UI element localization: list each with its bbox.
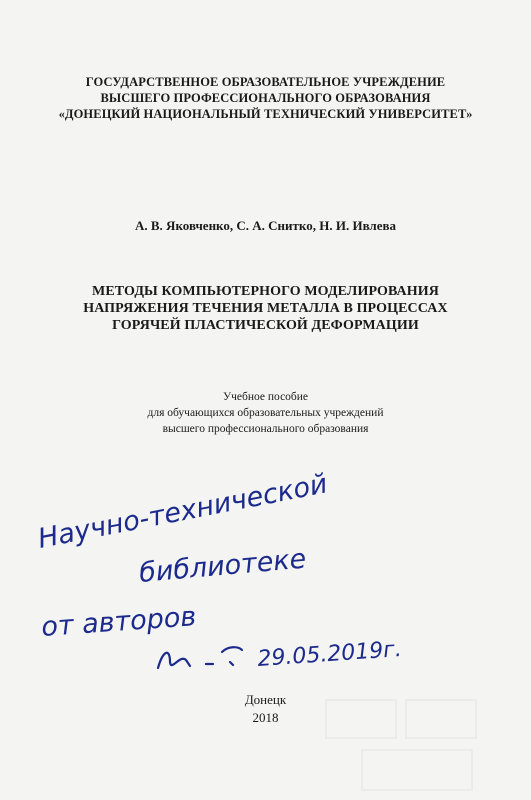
signature-icon (158, 647, 242, 668)
title-line-2: НАПРЯЖЕНИЯ ТЕЧЕНИЯ МЕТАЛЛА В ПРОЦЕССАХ (83, 301, 448, 316)
subtitle-line-2: для обучающихся образовательных учреждений (147, 407, 384, 419)
institution-line-3: «ДОНЕЦКИЙ НАЦИОНАЛЬНЫЙ ТЕХНИЧЕСКИЙ УНИВЕРСИТЕТ» (58, 107, 473, 121)
inscription-date: 29.05.2019г. (256, 636, 403, 672)
institution-line-1: ГОСУДАРСТВЕННОЕ ОБРАЗОВАТЕЛЬНОЕ УЧРЕЖДЕНИЕ (85, 75, 446, 89)
city: Донецк (244, 692, 287, 707)
inscription-line-1: Научно-технической (35, 468, 330, 555)
faded-library-stamp (322, 692, 522, 800)
subtitle-line-1: Учебное пособие (222, 391, 309, 403)
authors: А. В. Яковченко, С. А. Снитко, Н. И. Ивлева (135, 218, 396, 233)
title-line-3: ГОРЯЧЕЙ ПЛАСТИЧЕСКОЙ ДЕФОРМАЦИИ (112, 318, 419, 333)
title-line-1: МЕТОДЫ КОМПЬЮТЕРНОГО МОДЕЛИРОВАНИЯ (92, 284, 439, 299)
year: 2018 (252, 710, 279, 725)
subtitle-line-3: высшего профессионального образования (162, 423, 369, 435)
institution-line-2: ВЫСШЕГО ПРОФЕССИОНАЛЬНОГО ОБРАЗОВАНИЯ (100, 91, 431, 105)
inscription-line-3: от авторов (40, 601, 198, 643)
inscription-line-2: библиотеке (137, 543, 308, 589)
